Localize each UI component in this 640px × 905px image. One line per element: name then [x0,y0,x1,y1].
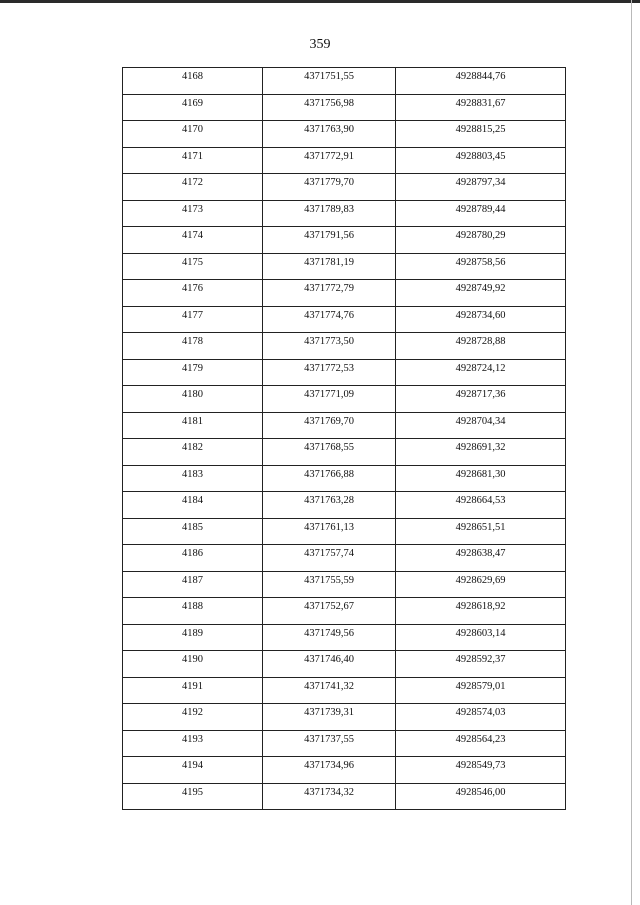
x-coordinate-cell: 4371741,32 [263,677,396,704]
y-coordinate-cell: 4928724,12 [396,359,566,386]
y-coordinate-cell: 4928758,56 [396,253,566,280]
table-row [123,465,566,492]
y-coordinate-cell: 4928592,37 [396,651,566,678]
x-coordinate-cell: 4371772,91 [263,147,396,174]
x-coordinate-cell: 4371774,76 [263,306,396,333]
x-coordinate-cell: 4371751,55 [263,68,396,95]
table-row [123,518,566,545]
right-margin-line [631,0,632,905]
x-coordinate-cell: 4371791,56 [263,227,396,254]
point-number-cell: 4174 [123,227,263,254]
x-coordinate-cell: 4371773,50 [263,333,396,360]
y-coordinate-cell: 4928734,60 [396,306,566,333]
table-row [123,651,566,678]
table-row [123,757,566,784]
point-number-cell: 4179 [123,359,263,386]
point-number-cell: 4187 [123,571,263,598]
y-coordinate-cell: 4928579,01 [396,677,566,704]
table-row [123,253,566,280]
table-row [123,174,566,201]
table-row [123,677,566,704]
table-row [123,545,566,572]
y-coordinate-cell: 4928546,00 [396,783,566,810]
table-row [123,121,566,148]
table-row [123,94,566,121]
x-coordinate-cell: 4371734,32 [263,783,396,810]
x-coordinate-cell: 4371768,55 [263,439,396,466]
table-row [123,571,566,598]
y-coordinate-cell: 4928681,30 [396,465,566,492]
y-coordinate-cell: 4928664,53 [396,492,566,519]
y-coordinate-cell: 4928789,44 [396,200,566,227]
table-row [123,730,566,757]
table-row [123,306,566,333]
point-number-cell: 4195 [123,783,263,810]
table-row [123,412,566,439]
table-row [123,439,566,466]
y-coordinate-cell: 4928797,34 [396,174,566,201]
table-row [123,227,566,254]
table-row [123,280,566,307]
point-number-cell: 4171 [123,147,263,174]
point-number-cell: 4170 [123,121,263,148]
top-border-line [0,0,640,3]
point-number-cell: 4184 [123,492,263,519]
point-number-cell: 4173 [123,200,263,227]
y-coordinate-cell: 4928574,03 [396,704,566,731]
x-coordinate-cell: 4371746,40 [263,651,396,678]
y-coordinate-cell: 4928780,29 [396,227,566,254]
table-row [123,386,566,413]
table-row [123,200,566,227]
x-coordinate-cell: 4371772,53 [263,359,396,386]
x-coordinate-cell: 4371752,67 [263,598,396,625]
point-number-cell: 4189 [123,624,263,651]
y-coordinate-cell: 4928549,73 [396,757,566,784]
x-coordinate-cell: 4371763,28 [263,492,396,519]
point-number-cell: 4180 [123,386,263,413]
x-coordinate-cell: 4371749,56 [263,624,396,651]
y-coordinate-cell: 4928651,51 [396,518,566,545]
x-coordinate-cell: 4371769,70 [263,412,396,439]
point-number-cell: 4185 [123,518,263,545]
table-row [123,704,566,731]
point-number-cell: 4193 [123,730,263,757]
point-number-cell: 4168 [123,68,263,95]
x-coordinate-cell: 4371779,70 [263,174,396,201]
y-coordinate-cell: 4928638,47 [396,545,566,572]
x-coordinate-cell: 4371771,09 [263,386,396,413]
y-coordinate-cell: 4928728,88 [396,333,566,360]
x-coordinate-cell: 4371789,83 [263,200,396,227]
x-coordinate-cell: 4371756,98 [263,94,396,121]
x-coordinate-cell: 4371763,90 [263,121,396,148]
point-number-cell: 4194 [123,757,263,784]
point-number-cell: 4190 [123,651,263,678]
table-row [123,492,566,519]
table-row [123,783,566,810]
point-number-cell: 4191 [123,677,263,704]
x-coordinate-cell: 4371781,19 [263,253,396,280]
point-number-cell: 4176 [123,280,263,307]
y-coordinate-cell: 4928618,92 [396,598,566,625]
coordinates-table [122,67,566,810]
y-coordinate-cell: 4928815,25 [396,121,566,148]
point-number-cell: 4182 [123,439,263,466]
y-coordinate-cell: 4928844,76 [396,68,566,95]
x-coordinate-cell: 4371734,96 [263,757,396,784]
y-coordinate-cell: 4928803,45 [396,147,566,174]
table-row [123,624,566,651]
table-row [123,359,566,386]
table-row [123,333,566,360]
point-number-cell: 4192 [123,704,263,731]
point-number-cell: 4169 [123,94,263,121]
table-row [123,68,566,95]
y-coordinate-cell: 4928629,69 [396,571,566,598]
coordinates-table-body [123,68,566,810]
x-coordinate-cell: 4371739,31 [263,704,396,731]
point-number-cell: 4188 [123,598,263,625]
point-number-cell: 4178 [123,333,263,360]
point-number-cell: 4183 [123,465,263,492]
point-number-cell: 4175 [123,253,263,280]
y-coordinate-cell: 4928717,36 [396,386,566,413]
y-coordinate-cell: 4928691,32 [396,439,566,466]
y-coordinate-cell: 4928749,92 [396,280,566,307]
table-row [123,598,566,625]
x-coordinate-cell: 4371757,74 [263,545,396,572]
x-coordinate-cell: 4371737,55 [263,730,396,757]
table-row [123,147,566,174]
point-number-cell: 4181 [123,412,263,439]
y-coordinate-cell: 4928564,23 [396,730,566,757]
y-coordinate-cell: 4928603,14 [396,624,566,651]
x-coordinate-cell: 4371766,88 [263,465,396,492]
y-coordinate-cell: 4928704,34 [396,412,566,439]
page-number: 359 [309,37,331,52]
point-number-cell: 4186 [123,545,263,572]
point-number-cell: 4172 [123,174,263,201]
point-number-cell: 4177 [123,306,263,333]
x-coordinate-cell: 4371755,59 [263,571,396,598]
x-coordinate-cell: 4371772,79 [263,280,396,307]
y-coordinate-cell: 4928831,67 [396,94,566,121]
x-coordinate-cell: 4371761,13 [263,518,396,545]
